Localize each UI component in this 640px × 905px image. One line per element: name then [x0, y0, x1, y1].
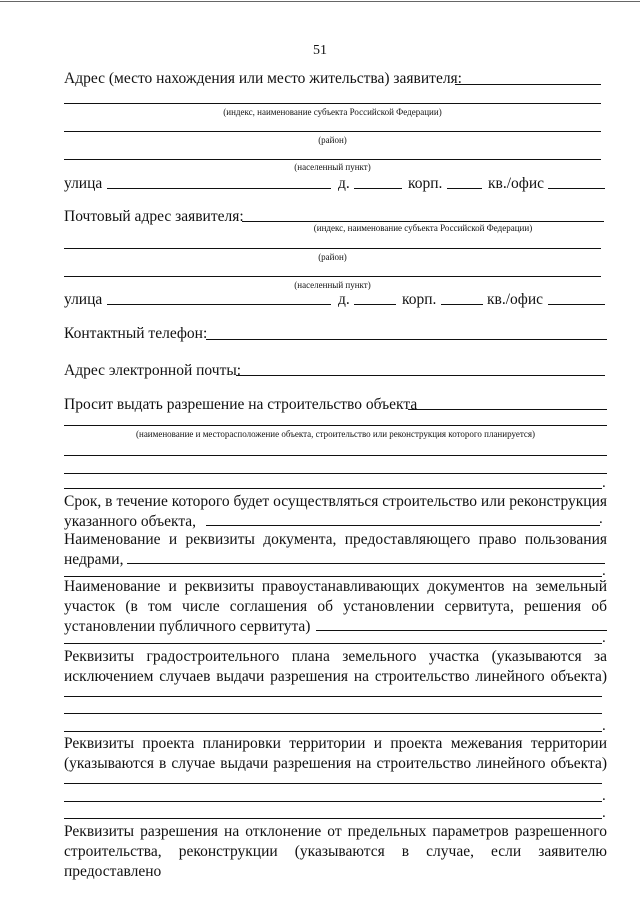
- term-field[interactable]: [206, 525, 600, 526]
- object-name-field[interactable]: [64, 425, 607, 426]
- contact-phone-label: Контактный телефон:: [64, 325, 208, 342]
- object-end-dot: .: [602, 475, 606, 491]
- applicant-building-label: корп.: [408, 175, 443, 192]
- land-rights-field-2[interactable]: [64, 643, 602, 644]
- planning-project-line-1: Реквизиты проекта планировки территории и проекта межевания территории: [64, 735, 607, 752]
- request-label: Просит выдать разрешение на строительство объекта: [64, 396, 418, 413]
- email-field[interactable]: [236, 375, 605, 376]
- page-number: 51: [313, 43, 327, 58]
- email-label: Адрес электронной почты:: [64, 362, 242, 379]
- object-caption: (наименование и месторасположение объекта, строительство или реконструкция которого планируется): [136, 429, 535, 439]
- land-rights-end-dot: .: [602, 630, 606, 646]
- urban-plan-line-1: Реквизиты градостроительного плана земельного участка (указываются за: [64, 648, 607, 665]
- applicant-house-label: д.: [338, 175, 350, 192]
- postal-house-label: д.: [338, 291, 350, 308]
- postal-house-field[interactable]: [354, 304, 396, 305]
- postal-locality-field[interactable]: [64, 276, 601, 277]
- planning-project-line-2: (указываются в случае выдачи разрешения на строительство линейного объекта): [64, 755, 607, 772]
- urban-plan-field-2[interactable]: [64, 713, 602, 714]
- postal-building-label: корп.: [402, 291, 437, 308]
- request-field[interactable]: [408, 409, 607, 410]
- applicant-district-caption: (район): [318, 135, 347, 145]
- postal-street-field[interactable]: [107, 304, 331, 305]
- urban-plan-field-1[interactable]: [64, 696, 602, 697]
- urban-plan-field-3[interactable]: [64, 731, 602, 732]
- postal-district-caption: (район): [318, 252, 347, 262]
- land-rights-line-3: установлении публичного сервитута): [64, 618, 311, 635]
- deviation-line-1: Реквизиты разрешения на отклонение от предельных параметров разрешенного: [64, 823, 607, 840]
- applicant-apartment-label: кв./офис: [488, 175, 544, 192]
- object-line-2[interactable]: [64, 455, 607, 456]
- term-line-2: указанного объекта,: [64, 513, 197, 530]
- planning-project-end-dot-1: .: [602, 788, 606, 804]
- postal-apartment-label: кв./офис: [487, 291, 543, 308]
- subsoil-line-2: недрами,: [64, 551, 124, 568]
- applicant-house-field[interactable]: [354, 188, 402, 189]
- subsoil-line-1: Наименование и реквизиты документа, предоставляющего право пользования: [64, 531, 607, 548]
- applicant-building-field[interactable]: [447, 188, 482, 189]
- contact-phone-field[interactable]: [206, 339, 607, 340]
- object-line-3[interactable]: [64, 473, 607, 474]
- postal-district-field[interactable]: [64, 248, 601, 249]
- postal-address-label: Почтовый адрес заявителя:: [64, 208, 244, 225]
- planning-project-field-1[interactable]: [64, 783, 602, 784]
- land-rights-field[interactable]: [316, 630, 607, 631]
- urban-plan-end-dot: .: [602, 718, 606, 734]
- urban-plan-line-2: исключением случаев выдачи разрешения на строительство линейного объекта): [64, 668, 607, 685]
- applicant-region-field[interactable]: [64, 103, 601, 104]
- postal-building-field[interactable]: [441, 304, 483, 305]
- postal-address-field[interactable]: [242, 221, 604, 222]
- scan-top-border: [0, 1, 640, 2]
- term-line-1: Срок, в течение которого будет осуществляться строительство или реконструкция: [64, 493, 607, 510]
- postal-apartment-field[interactable]: [548, 304, 605, 305]
- applicant-locality-field[interactable]: [64, 159, 601, 160]
- postal-region-caption: (индекс, наименование субъекта Российской Федерации): [313, 223, 533, 233]
- applicant-region-caption: (индекс, наименование субъекта Российской Федерации): [223, 107, 442, 117]
- applicant-district-field[interactable]: [64, 131, 601, 132]
- applicant-address-label: Адрес (место нахождения или место жительства) заявителя:: [64, 70, 462, 87]
- object-line-4[interactable]: [64, 488, 602, 489]
- postal-locality-caption: (населенный пункт): [294, 280, 371, 290]
- land-rights-line-2: участок (в том числе соглашения об установлении сервитута, решения об: [64, 598, 607, 615]
- applicant-address-field[interactable]: [455, 84, 601, 85]
- planning-project-field-3[interactable]: [64, 818, 602, 819]
- subsoil-end-dot: .: [602, 563, 606, 579]
- term-end-dot: .: [599, 511, 603, 527]
- applicant-locality-caption: (населенный пункт): [294, 162, 371, 172]
- applicant-street-label: улица: [64, 175, 103, 192]
- applicant-street-field[interactable]: [107, 188, 331, 189]
- deviation-line-2: строительства, реконструкции (указываются в случае, если заявителю предоставлено: [64, 843, 607, 880]
- postal-street-label: улица: [64, 291, 103, 308]
- subsoil-field[interactable]: [127, 563, 605, 564]
- planning-project-end-dot-2: .: [602, 805, 606, 821]
- land-rights-line-1: Наименование и реквизиты правоустанавливающих документов на земельный: [64, 578, 607, 595]
- applicant-apartment-field[interactable]: [548, 188, 605, 189]
- planning-project-field-2[interactable]: [64, 801, 602, 802]
